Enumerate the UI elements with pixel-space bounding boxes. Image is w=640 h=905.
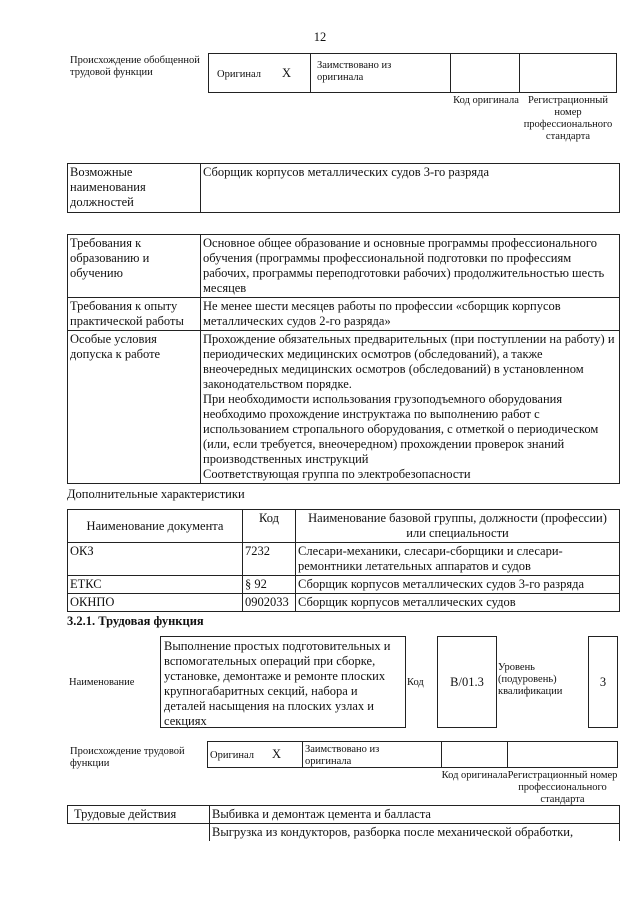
additional-name: Сборщик корпусов металлических судов 3-го разряда	[296, 576, 620, 594]
actions-item: Выбивка и демонтаж цемента и балласта	[210, 806, 620, 824]
table-row	[68, 576, 620, 594]
special-conditions-paragraph: Прохождение обязательных предварительных (при поступлении на работу) и периодических медицинских осмотров (обследований), а также внеочередных медицинских осмотров (обследований) в установленном законодательством порядке.	[203, 332, 615, 391]
origin2-borrowed-label: Заимствовано из оригинала	[305, 744, 380, 767]
origin2-original-label: Оригинал	[210, 750, 254, 761]
additional-doc: ЕТКС	[68, 576, 243, 594]
labor-function-level-label: Уровень (подуровень) квалификации	[498, 662, 563, 697]
additional-header-code: Код	[243, 510, 296, 543]
origin2-mark: X	[272, 747, 282, 761]
special-conditions-label: Особые условия допуска к работе	[68, 331, 201, 484]
actions-label-continuation	[68, 824, 210, 842]
additional-code: § 92	[243, 576, 296, 594]
table-row	[68, 594, 620, 612]
positions-label: Возможные наименования должностей	[68, 164, 201, 213]
labor-function-level-value: 3	[588, 636, 618, 728]
additional-code: 7232	[243, 543, 296, 576]
additional-doc: ОКНПО	[68, 594, 243, 612]
experience-value: Не менее шести месяцев работы по профессии «сборщик корпусов металлических судов 2-го разряда»	[201, 298, 620, 331]
additional-code: 0902033	[243, 594, 296, 612]
origin2-borrowed-cell	[302, 741, 442, 768]
actions-label: Трудовые действия	[68, 806, 210, 824]
origin-original-label: Оригинал	[217, 69, 261, 80]
additional-doc: ОКЗ	[68, 543, 243, 576]
actions-table	[67, 805, 620, 841]
origin-original-cell	[208, 53, 311, 93]
requirements-table	[67, 234, 620, 484]
origin2-reg-cell	[507, 741, 618, 768]
positions-table	[67, 163, 620, 213]
origin2-code-caption: Код оригинала	[441, 770, 508, 781]
origin-label: Происхождение обобщенной трудовой функции	[70, 55, 200, 78]
additional-header-doc: Наименование документа	[68, 510, 243, 543]
education-label: Требования к образованию и обучению	[68, 235, 201, 298]
origin-reg-caption: Регистрационный номер профессионального стандарта	[523, 95, 613, 142]
origin-code-caption: Код оригинала	[453, 95, 519, 106]
page-number: 12	[313, 30, 327, 44]
labor-function-heading: 3.2.1. Трудовая функция	[67, 614, 204, 628]
origin-borrowed-cell	[310, 53, 451, 93]
additional-name: Слесари-механики, слесари-сборщики и слесари-ремонтники летательных аппаратов и судов	[296, 543, 620, 576]
education-value: Основное общее образование и основные программы профессионального обучения (программы профессиональной подготовки по профессиям рабочих, программы переподготовки рабочих) продолжительностью шесть месяцев	[201, 235, 620, 298]
special-conditions-paragraph: Соответствующая группа по электробезопасности	[203, 467, 471, 481]
actions-item: Выгрузка из кондукторов, разборка после механической обработки,	[210, 824, 620, 842]
special-conditions-paragraph: При необходимости использования грузоподъемного оборудования необходимо прохождение инструктажа по выполнению работ с использованием стропального оборудования, с отметкой о периодическом (или, если требуется, внеочередном) прохождении проверок знаний производственных инструкций	[203, 392, 599, 466]
origin-reg-cell	[519, 53, 617, 93]
labor-function-name-value: Выполнение простых подготовительных и вспомогательных операций при сборке, установке, демонтаже и ремонте плоских крупногабаритных секций, набора и деталей насыщения на плоских узлах и секциях	[160, 636, 406, 728]
origin2-label: Происхождение трудовой функции	[70, 746, 185, 769]
labor-function-code-value: B/01.3	[437, 636, 497, 728]
additional-header-name: Наименование базовой группы, должности (профессии) или специальности	[296, 510, 620, 543]
origin2-reg-caption: Регистрационный номер профессионального стандарта	[507, 770, 618, 805]
origin2-code-cell	[441, 741, 508, 768]
additional-heading: Дополнительные характеристики	[67, 487, 245, 501]
table-row	[68, 543, 620, 576]
origin-mark: X	[282, 66, 292, 80]
experience-label: Требования к опыту практической работы	[68, 298, 201, 331]
origin-code-cell	[450, 53, 520, 93]
positions-value: Сборщик корпусов металлических судов 3-го разряда	[201, 164, 620, 213]
origin-borrowed-label: Заимствовано из оригинала	[317, 60, 392, 83]
additional-name: Сборщик корпусов металлических судов	[296, 594, 620, 612]
origin2-original-cell	[207, 741, 303, 768]
special-conditions-value	[201, 331, 620, 484]
labor-function-code-label: Код	[407, 677, 424, 688]
additional-table	[67, 509, 620, 612]
labor-function-name-label: Наименование	[69, 677, 135, 688]
